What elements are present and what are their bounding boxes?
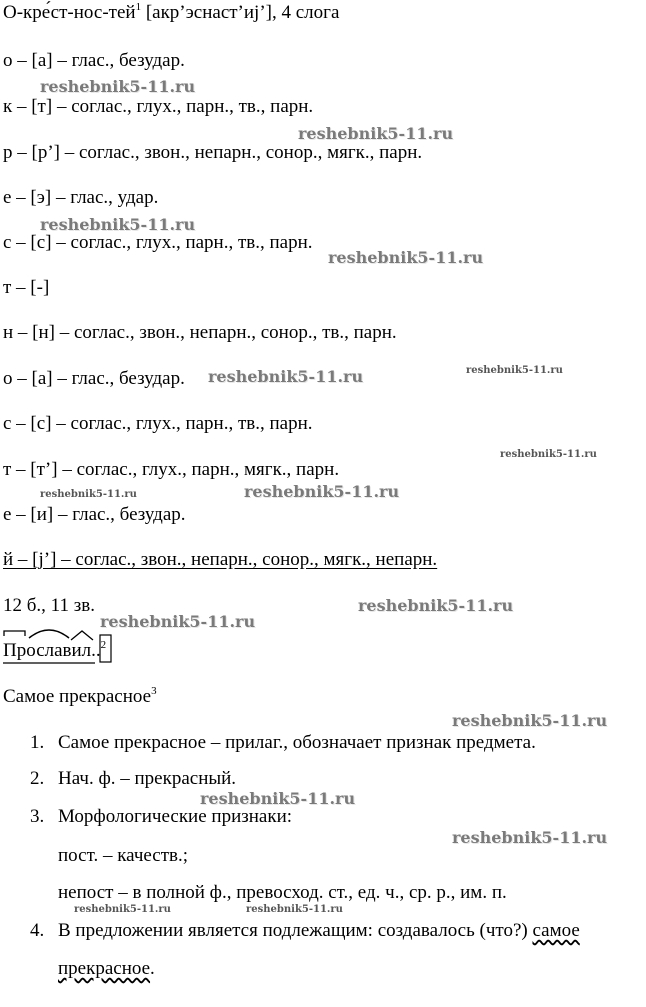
- sound-line: р – [р’] – соглас., звон., непарн., сонор., мягк., парн.: [3, 142, 423, 163]
- list-number: 1.: [30, 732, 45, 753]
- sound-line: о – [а] – глас., безудар.: [3, 368, 185, 389]
- footnote-1: 1: [135, 1, 142, 13]
- sound-line: с – [с] – соглас., глух., парн., тв., парн.: [3, 413, 313, 434]
- watermark: reshebnik5-11.ru: [208, 367, 364, 386]
- watermark: reshebnik5-11.ru: [328, 248, 484, 267]
- sound-line: н – [н] – соглас., звон., непарн., сонор., тв., парн.: [3, 322, 397, 343]
- sublist-item: непост – в полной ф., превосход. ст., ед. ч., ср. р., им. п.: [58, 882, 507, 903]
- list-number: 4.: [30, 920, 45, 941]
- predicate-word-2: прекрасное: [58, 958, 151, 979]
- watermark: reshebnik5-11.ru: [40, 215, 196, 234]
- list-text: Самое прекрасное – прилаг., обозначает признак предмета.: [58, 732, 536, 753]
- watermark: reshebnik5-11.ru: [40, 489, 137, 500]
- phonetic-header: [3, 2, 339, 24]
- sound-line: е – [э] – глас., удар.: [3, 187, 159, 208]
- list-number: 2.: [30, 768, 45, 789]
- summary-count: 12 б., 11 зв.: [3, 595, 95, 616]
- watermark: reshebnik5-11.ru: [244, 482, 400, 501]
- sound-line: т – [-]: [3, 277, 50, 298]
- watermark: reshebnik5-11.ru: [452, 711, 608, 730]
- watermark: reshebnik5-11.ru: [452, 828, 608, 847]
- predicate-word: самое: [532, 920, 580, 941]
- watermark: reshebnik5-11.ru: [500, 449, 597, 460]
- period: .: [150, 958, 155, 979]
- list-text: В предложении является подлежащим: создавалось (что?): [58, 920, 528, 941]
- sound-line: к – [т] – соглас., глух., парн., тв., парн.: [3, 96, 314, 117]
- footnote-2: 2: [100, 639, 107, 651]
- suffix-mark: [71, 631, 93, 640]
- list-item-continuation: [58, 958, 155, 980]
- list-number: 3.: [30, 806, 45, 827]
- section-title: [3, 686, 157, 708]
- watermark: reshebnik5-11.ru: [246, 904, 343, 915]
- watermark: reshebnik5-11.ru: [298, 124, 454, 143]
- header-word: О-кре́ст-нос-тей: [3, 2, 136, 23]
- morpheme-word: Прославил: [3, 640, 92, 661]
- sound-line: с – [с] – соглас., глух., парн., тв., парн.: [3, 232, 313, 253]
- watermark: reshebnik5-11.ru: [358, 596, 514, 615]
- root-arc: [29, 630, 69, 638]
- list-text: Нач. ф. – прекрасный.: [58, 768, 237, 789]
- sound-line: т – [т’] – соглас., глух., парн., мягк., парн.: [3, 459, 340, 480]
- sound-line-last: й – [j’] – соглас., звон., непарн., сонор., мягк., непарн.: [3, 549, 438, 570]
- header-transcription: [акр’эснаст’иj’], 4 слога: [145, 2, 340, 23]
- morpheme-dots: ..: [91, 640, 101, 661]
- watermark: reshebnik5-11.ru: [100, 612, 256, 631]
- watermark: reshebnik5-11.ru: [40, 77, 196, 96]
- watermark: reshebnik5-11.ru: [74, 904, 171, 915]
- list-text: Морфологические признаки:: [58, 806, 293, 827]
- morpheme-analysis: [3, 628, 123, 668]
- section-title-text: Самое прекрасное: [3, 686, 152, 707]
- sound-line: е – [и] – глас., безудар.: [3, 504, 186, 525]
- footnote-3: 3: [151, 685, 157, 697]
- watermark: reshebnik5-11.ru: [200, 789, 356, 808]
- sublist-item: пост. – качеств.;: [58, 845, 189, 866]
- prefix-mark: [4, 631, 25, 636]
- watermark: reshebnik5-11.ru: [466, 365, 563, 376]
- sound-line: о – [а] – глас., безудар.: [3, 50, 185, 71]
